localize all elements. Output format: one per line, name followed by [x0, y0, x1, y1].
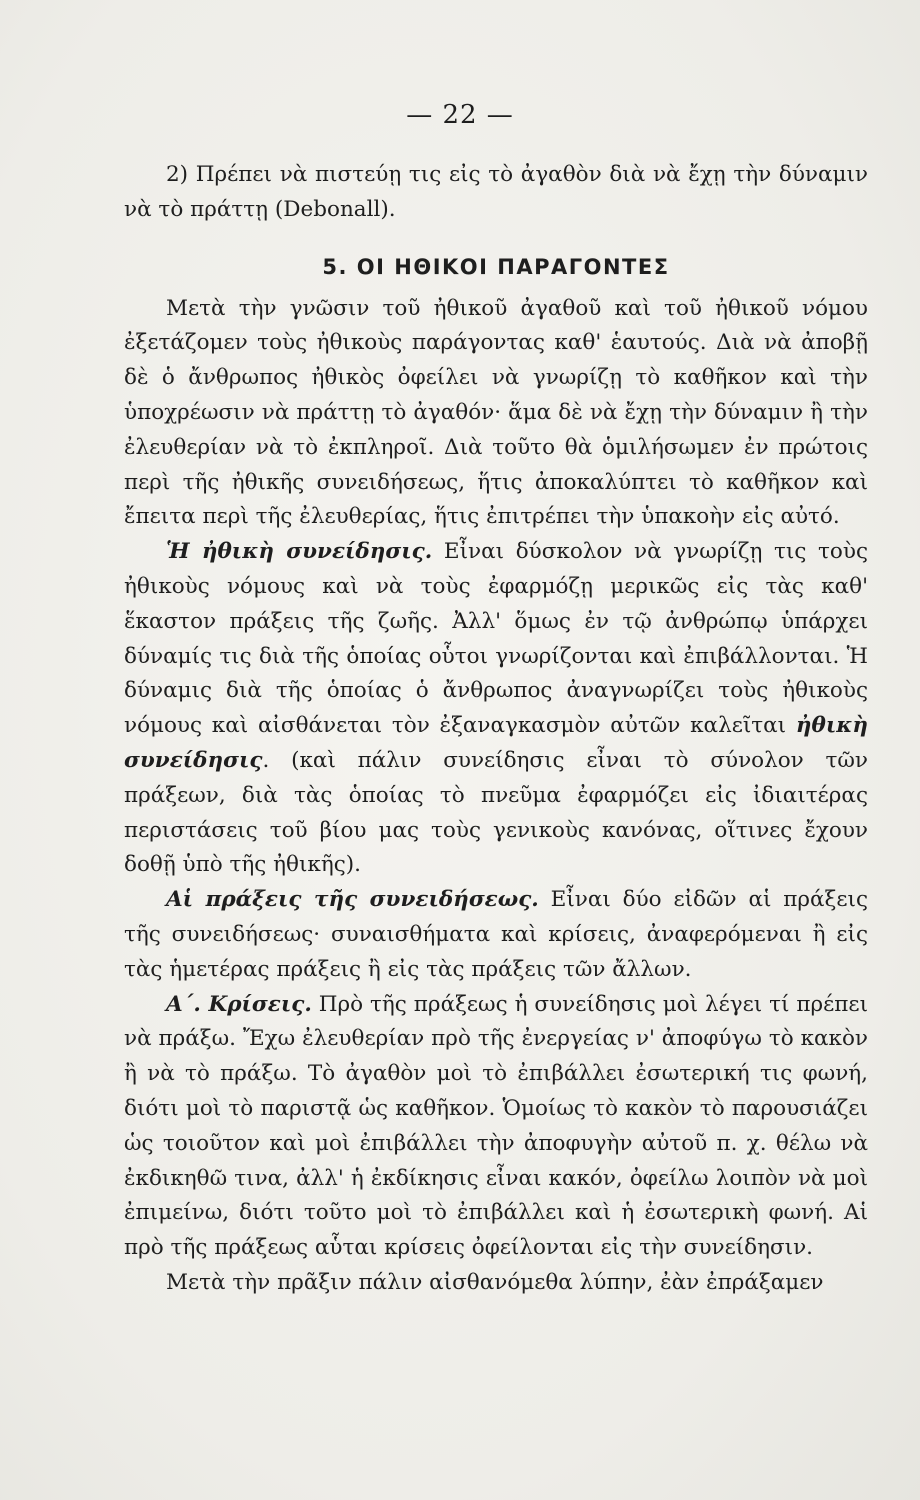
paragraph-text: 2) Πρέπει νὰ πιστεύῃ τις εἰς τὸ ἀγαθὸν διὰ νὰ ἔχῃ τὴν δύναμιν νὰ τὸ πράττῃ (Debonall).	[124, 162, 868, 222]
paragraph-acts-of-conscience	[124, 883, 868, 987]
paragraph-text: Πρὸ τῆς πράξεως ἡ συνείδησις μοὶ λέγει τί πρέπει νὰ πράξω. Ἔχω ἐλευθερίαν πρὸ τῆς ἐνεργείας ν' ἀποφύγω τὸ κακὸν ἢ νὰ τὸ πράξω. Τὸ ἀγαθὸν μοὶ τὸ ἐπιβάλλει ἐσωτερική τις φωνή, διότι μοὶ τὸ παριστᾷ ὡς καθῆκον. Ὁμοίως τὸ κακὸν τὸ παρουσιάζει ὡς τοιοῦτον καὶ μοὶ ἐπιβάλλει τὴν ἀποφυγὴν αὐτοῦ π. χ. θέλω νὰ ἐκδικηθῶ τινα, ἀλλ' ἡ ἐκδίκησις εἶναι κακόν, ὀφείλω λοιπὸν νὰ μοὶ ἐπιμείνω, διότι τοῦτο μοὶ τὸ ἐπιβάλλει καὶ ἡ ἐσωτερικὴ φωνή. Αἱ πρὸ τῆς πράξεως αὗται κρίσεις ὀφείλονται εἰς τὴν συνείδησιν.	[124, 991, 868, 1261]
paragraph-moral-conscience	[124, 535, 868, 883]
section-heading: 5. ΟΙ ΗΘΙΚΟΙ ΠΑΡΑΓΟΝΤΕΣ	[322, 254, 670, 279]
term-acts-of-conscience: Αἱ πράξεις τῆς συνειδήσεως.	[166, 887, 539, 913]
page-number: — 22 —	[406, 100, 514, 130]
term-moral-conscience: Ἡ ἠθικὴ συνείδησις.	[166, 539, 433, 565]
paragraph-text: Εἶναι δύο εἰδῶν αἱ πράξεις τῆς συνειδήσεως· συναισθήματα καὶ κρίσεις, ἀναφερόμεναι ἢ εἰς τὰς ἡμετέρας πράξεις ἢ εἰς τὰς πράξεις τῶν ἄλλων.	[124, 887, 868, 982]
paragraph-intro	[124, 292, 868, 536]
paragraph-text: Μετὰ τὴν γνῶσιν τοῦ ἠθικοῦ ἀγαθοῦ καὶ τοῦ ἠθικοῦ νόμου ἐξετάζομεν τοὺς ἠθικοὺς παράγοντας καθ' ἑαυτούς. Διὰ νὰ ἀποβῇ δὲ ὁ ἄνθρωπος ἠθικὸς ὀφείλει νὰ γνωρίζῃ τὸ καθῆκον καὶ τὴν ὑποχρέωσιν νὰ πράττῃ τὸ ἀγαθόν· ἅμα δὲ νὰ ἔχῃ τὴν δύναμιν ἢ τὴν ἐλευθερίαν νὰ τὸ ἐκπληροῖ. Διὰ τοῦτο θὰ ὁμιλήσωμεν ἐν πρώτοις περὶ τῆς ἠθικῆς συνειδήσεως, ἥτις ἀποκαλύπτει τὸ καθῆκον καὶ ἔπειτα περὶ τῆς ἐλευθερίας, ἥτις ἐπιτρέπει τὴν ὑπακοὴν εἰς αὐτό.	[124, 295, 868, 530]
paragraph-faith	[124, 158, 868, 228]
paragraph-text: Μετὰ τὴν πρᾶξιν πάλιν αἰσθανόμεθα λύπην, ἐὰν ἐπράξαμεν	[166, 1269, 824, 1295]
paragraph-text: Εἶναι δύσκολον νὰ γνωρίζῃ τις τοὺς ἠθικοὺς νόμους καὶ νὰ τοὺς ἐφαρμόζῃ μερικῶς εἰς τὰς καθ' ἕκαστον πράξεις τῆς ζωῆς. Ἀλλ' ὅμως ἐν τῷ ἀνθρώπῳ ὑπάρχει δύναμίς τις διὰ τῆς ὁποίας οὗτοι γνωρίζονται καὶ ἐπιβάλλονται. Ἡ δύναμις διὰ τῆς ὁποίας ὁ ἄνθρωπος ἀναγνωρίζει τοὺς ἠθικοὺς νόμους καὶ αἰσθάνεται τὸν ἐξαναγκασμὸν αὐτῶν καλεῖται	[124, 539, 868, 739]
term-judgments: Α΄. Κρίσεις.	[166, 991, 312, 1017]
page-body	[124, 158, 868, 1301]
term-moral-conscience-inline: ἠθικὴ συνείδησις	[124, 713, 868, 773]
paragraph-judgments	[124, 988, 868, 1266]
paragraph-after-act	[124, 1266, 868, 1301]
paragraph-text-continued: . (καὶ πάλιν συνείδησις εἶναι τὸ σύνολον τῶν πράξεων, διὰ τὰς ὁποίας τὸ πνεῦμα ἐφαρμόζει εἰς ἰδιαιτέρας περιστάσεις τοῦ βίου μας τοὺς γενικοὺς κανόνας, οἵτινες ἔχουν δοθῇ ὑπὸ τῆς ἠθικῆς).	[124, 747, 868, 878]
